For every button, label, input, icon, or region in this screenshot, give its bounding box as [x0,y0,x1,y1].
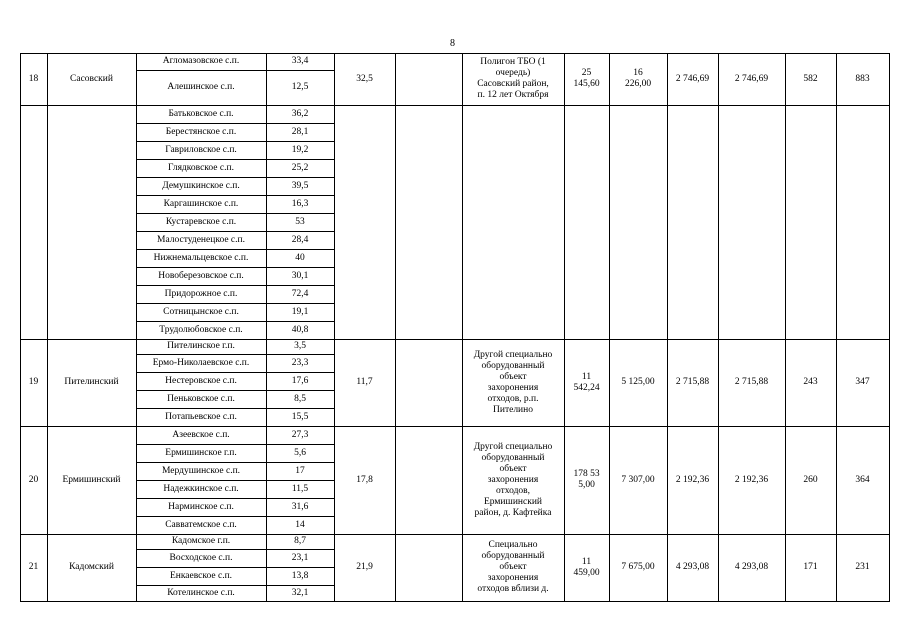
settlement-distance: 40 [295,252,305,263]
settlement-distance: 19,1 [291,306,309,317]
settlement-name: Каргашинское с.п. [163,198,239,209]
settlement-distance: 28,4 [291,234,309,245]
count-value: 347 [855,377,870,387]
row-number: 20 [28,474,39,485]
volume-value: 7 675,00 [621,562,655,572]
page-number: 8 [450,38,455,49]
settlement-distance: 5,6 [294,447,306,458]
settlement-distance: 12,5 [291,82,309,92]
count-value: 582 [803,73,818,84]
settlement-distance: 40,8 [291,324,309,335]
settlement-name: Кустаревское с.п. [165,216,237,227]
settlement-name: Глядковское с.п. [168,162,234,173]
capacity-value: 178 53 5,00 [573,469,600,490]
volume-value: 5 125,00 [621,377,655,387]
settlement-distance: 11,5 [291,483,309,494]
table-rule [334,105,890,106]
facility-description: Другой специально оборудованный объект захоронения отходов, Ермишинский район, д. Кафтейка [473,441,553,518]
settlement-name: Надежкинское с.п. [163,483,239,494]
capacity-value: 11 459,00 [573,556,600,578]
row-number: 21 [28,562,39,572]
settlement-distance: 32,1 [291,587,309,598]
count-value: 260 [803,474,818,485]
average-distance: 17,8 [356,474,373,485]
settlement-distance: 23,1 [291,552,309,563]
settlement-distance: 27,3 [291,429,309,440]
settlement-distance: 8,7 [294,536,306,546]
tariff-value: 2 192,36 [734,474,769,485]
settlement-distance: 33,4 [291,56,309,66]
row-number: 19 [28,377,39,387]
count-value: 243 [803,377,818,387]
settlement-name: Трудолюбовское с.п. [159,324,243,335]
facility-description: Полигон ТБО (1 очередь) Сасовский район, п. 12 лет Октября [477,57,549,100]
settlement-distance: 17 [295,465,305,476]
settlement-name: Енкаевское с.п. [169,570,233,581]
settlement-distance: 36,2 [291,108,309,119]
tariff-value: 2 715,88 [734,377,769,387]
district-name: Ермишинский [62,474,121,485]
settlement-name: Нестеровское с.п. [165,375,237,386]
average-distance: 21,9 [356,562,373,572]
district-name: Кадомский [69,562,114,572]
settlement-distance: 17,6 [291,375,309,386]
count-value: 883 [855,73,870,84]
settlement-name: Нарминское с.п. [168,501,234,512]
tariff-value: 2 746,69 [734,73,769,84]
table-rule [136,601,334,602]
settlement-distance: 3,5 [294,341,306,351]
settlement-distance: 19,2 [291,144,309,155]
district-name: Сасовский [70,73,113,84]
count-value: 364 [855,474,870,485]
settlement-name: Сотницынское с.п. [163,306,239,317]
settlement-name: Алешинское с.п. [167,82,235,92]
settlement-distance: 39,5 [291,180,309,191]
settlement-distance: 31,6 [291,501,309,512]
capacity-value: 25 145,60 [573,68,600,89]
settlement-distance: 72,4 [291,288,309,299]
settlement-name: Котелинское с.п. [167,587,235,598]
volume-value: 16 226,00 [624,68,652,89]
settlement-distance: 13,8 [291,570,309,581]
settlement-name: Гавриловское с.п. [165,144,237,155]
settlement-name: Новоберезовское с.п. [158,270,244,281]
settlement-distance: 25,2 [291,162,309,173]
settlement-distance: 16,3 [291,198,309,209]
facility-description: Специально оборудованный объект захоронения отходов вблизи д. [477,540,549,594]
settlement-name: Азеевское с.п. [172,429,230,440]
settlement-distance: 28,1 [291,126,309,137]
settlement-name: Пеньковское с.п. [167,393,235,404]
count-value: 231 [855,562,870,572]
row-number: 18 [28,73,39,84]
settlement-distance: 30,1 [291,270,309,281]
average-distance: 11,7 [356,377,373,387]
settlement-name: Демушкинское с.п. [162,180,240,191]
settlement-name: Нижнемальцевское с.п. [153,252,249,263]
tariff-value: 4 293,08 [675,562,710,572]
average-distance: 32,5 [356,73,373,84]
settlement-distance: 15,5 [291,411,309,422]
settlement-name: Батьковское с.п. [168,108,234,119]
settlement-distance: 14 [295,519,305,530]
settlement-distance: 53 [295,216,305,227]
settlement-name: Агломазовское с.п. [162,56,240,66]
tariff-value: 2 192,36 [675,474,710,485]
settlement-name: Ермишинское г.п. [165,447,237,458]
facility-description: Другой специально оборудованный объект захоронения отходов, р.п. Пителино [473,349,553,415]
capacity-value: 11 542,24 [573,371,600,393]
settlement-name: Восходское с.п. [169,552,233,563]
settlement-name: Потапьевское с.п. [165,411,237,422]
settlement-name: Берестянское с.п. [165,126,237,137]
settlement-name: Придорожное с.п. [164,288,238,299]
tariff-value: 2 746,69 [675,73,710,84]
settlement-name: Малостуденецкое с.п. [157,234,245,245]
table-rule [889,53,890,602]
settlement-distance: 8,5 [294,393,306,404]
settlement-name: Мердушинское с.п. [161,465,241,476]
table-rule [395,53,396,602]
tariff-value: 4 293,08 [734,562,769,572]
settlement-name: Кадомское г.п. [171,536,231,546]
tariff-value: 2 715,88 [675,377,710,387]
district-name: Пителинский [64,377,119,387]
settlement-name: Савватемское с.п. [165,519,237,530]
volume-value: 7 307,00 [621,474,655,485]
count-value: 171 [803,562,818,572]
settlement-distance: 23,3 [291,357,309,368]
settlement-name: Ермо-Николаевское с.п. [152,357,250,368]
settlement-name: Пителинское г.п. [167,341,235,351]
table-rule [20,105,136,106]
